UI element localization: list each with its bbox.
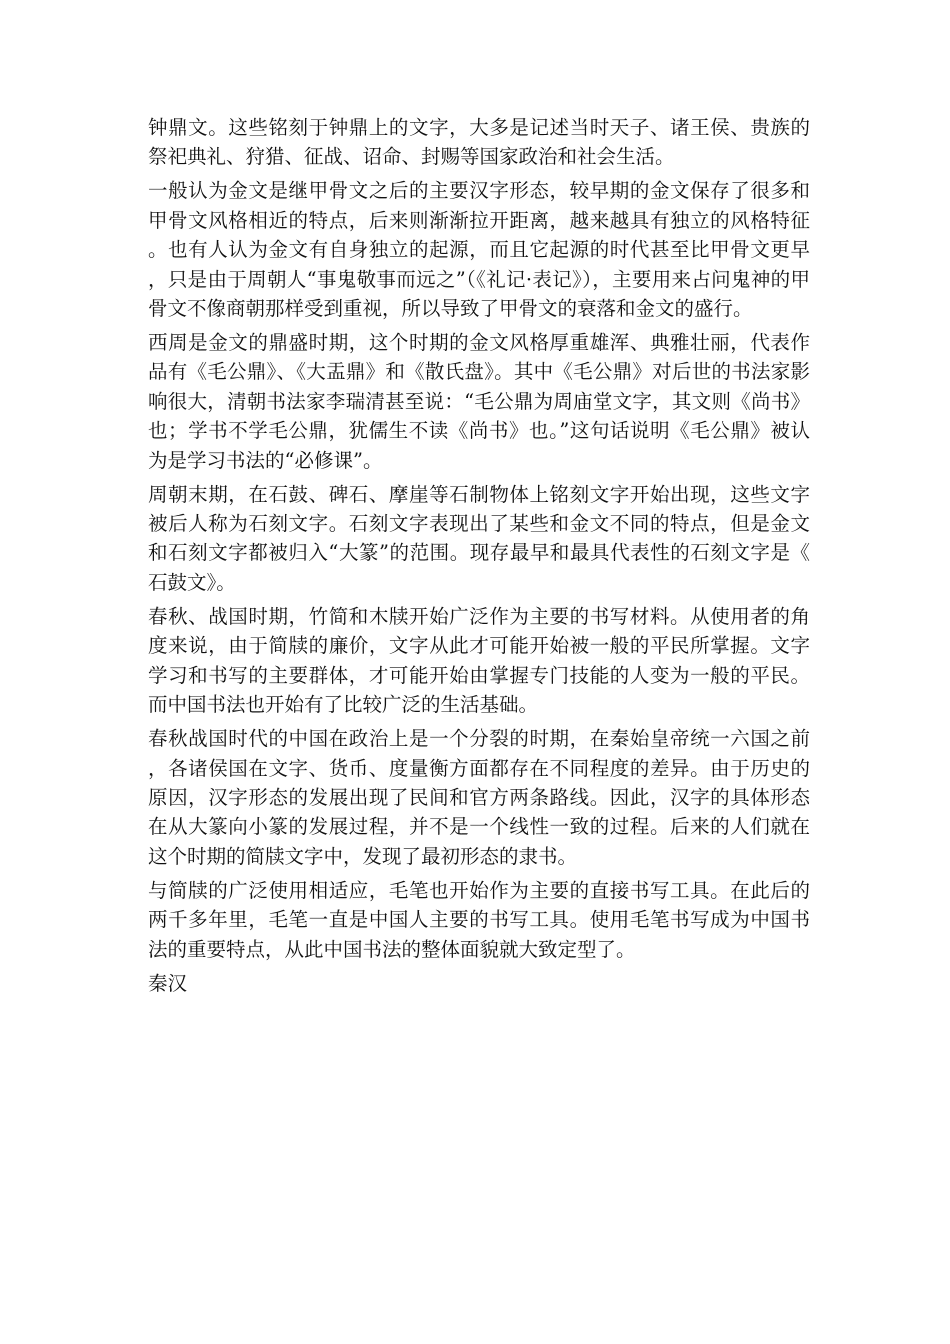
paragraph-bronze-inscriptions: 钟鼎文。这些铭刻于钟鼎上的文字，大多是记述当时天子、诸王侯、贵族的祭祀典礼、狩猎、征战、诏命、封赐等国家政治和社会生活。 bbox=[148, 116, 810, 169]
document-body bbox=[148, 113, 810, 998]
paragraph-stone-inscriptions: 周朝末期，在石鼓、碑石、摩崖等石制物体上铭刻文字开始出现，这些文字被后人称为石刻文字。石刻文字表现出了某些和金文不同的特点，但是金文和石刻文字都被归入“大篆”的范围。现存最早和最具代表性的石刻文字是《石鼓文》。 bbox=[148, 482, 810, 594]
paragraph-western-zhou: 西周是金文的鼎盛时期，这个时期的金文风格厚重雄浑、典雅壮丽，代表作品有《毛公鼎》、《大盂鼎》和《散氏盘》。其中《毛公鼎》对后世的书法家影响很大，清朝书法家李瑞清甚至说：“毛公鼎为周庙堂文字，其文则《尚书》也；学书不学毛公鼎，犹儒生不读《尚书》也。”这句话说明《毛公鼎》被认为是学习书法的“必修课”。 bbox=[148, 331, 810, 472]
paragraph-brush: 与简牍的广泛使用相适应，毛笔也开始作为主要的直接书写工具。在此后的两千多年里，毛笔一直是中国人主要的书写工具。使用毛笔书写成为中国书法的重要特点，从此中国书法的整体面貌就大致定型了。 bbox=[148, 878, 810, 961]
paragraph-bamboo-slips: 春秋、战国时期，竹简和木牍开始广泛作为主要的书写材料。从使用者的角度来说，由于简牍的廉价，文字从此才可能开始被一般的平民所掌握。文字学习和书写的主要群体，才可能开始由掌握专门技能的人变为一般的平民。而中国书法也开始有了比较广泛的生活基础。 bbox=[148, 604, 810, 717]
section-heading: 秦汉 bbox=[148, 971, 188, 995]
paragraph-jinwen-origin: 一般认为金文是继甲骨文之后的主要汉字形态，较早期的金文保存了很多和甲骨文风格相近的特点，后来则渐渐拉开距离，越来越具有独立的风格特征。也有人认为金文有自身独立的起源，而且它起源的时代甚至比甲骨文更早，只是由于周朝人“事鬼敬事而远之”（《礼记·表记》），主要用来占问鬼神的甲骨文不像商朝那样受到重视，所以导致了甲骨文的衰落和金文的盛行。 bbox=[148, 179, 810, 321]
paragraph-warring-states: 春秋战国时代的中国在政治上是一个分裂的时期，在秦始皇帝统一六国之前，各诸侯国在文字、货币、度量衡方面都存在不同程度的差异。由于历史的原因，汉字形态的发展出现了民间和官方两条路线。因此，汉字的具体形态在从大篆向小篆的发展过程，并不是一个线性一致的过程。后来的人们就在这个时期的简牍文字中，发现了最初形态的隶书。 bbox=[148, 727, 810, 868]
